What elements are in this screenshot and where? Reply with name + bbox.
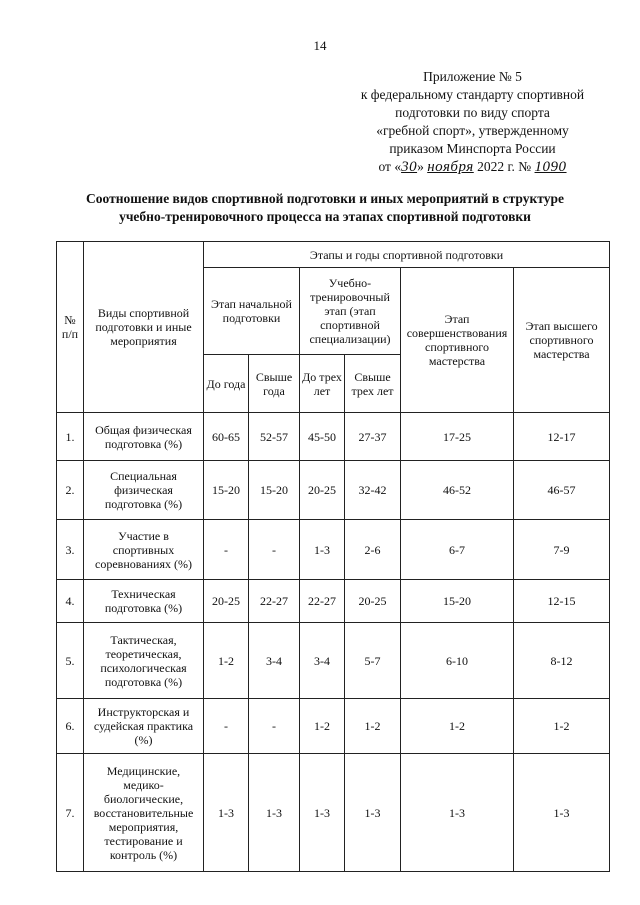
cell: - <box>204 699 249 754</box>
cell: 1-3 <box>401 754 514 872</box>
appendix-line-1: Приложение № 5 <box>423 69 522 84</box>
cell: 17-25 <box>401 413 514 461</box>
cell: 20-25 <box>300 461 345 520</box>
title-line-1: Соотношение видов спортивной подготовки и иных мероприятий в структуре <box>86 191 564 206</box>
cell: 15-20 <box>401 580 514 623</box>
cell: 45-50 <box>300 413 345 461</box>
cell: 1-3 <box>300 520 345 580</box>
row-name: Техническая подготовка (%) <box>84 580 204 623</box>
cell: 1-2 <box>514 699 610 754</box>
cell: 12-15 <box>514 580 610 623</box>
cell: 1-2 <box>345 699 401 754</box>
row-number: 7. <box>57 754 84 872</box>
appendix-line-5: приказом Минспорта России <box>389 141 556 156</box>
row-number: 2. <box>57 461 84 520</box>
date-mid: » <box>417 159 424 174</box>
cell: 12-17 <box>514 413 610 461</box>
row-name: Медицинские, медико-биологические, восстановительные мероприятия, тестирование и контроль (%) <box>84 754 204 872</box>
header-number: № п/п <box>57 242 84 413</box>
appendix-line-2: к федеральному стандарту спортивной <box>360 87 585 102</box>
training-ratio-table <box>56 241 610 872</box>
row-number: 6. <box>57 699 84 754</box>
appendix-line-4: «гребной спорт», утвержденному <box>376 123 569 138</box>
header-initial-up-to-year: До года <box>204 355 249 413</box>
header-stage-perfection: Этап совершенствования спортивного мастерства <box>401 268 514 413</box>
cell: 7-9 <box>514 520 610 580</box>
cell: 15-20 <box>249 461 300 520</box>
table-row <box>57 413 610 461</box>
cell: 22-27 <box>249 580 300 623</box>
table-row <box>57 580 610 623</box>
row-number: 3. <box>57 520 84 580</box>
row-name: Инструкторская и судейская практика (%) <box>84 699 204 754</box>
row-name: Специальная физическая подготовка (%) <box>84 461 204 520</box>
date-prefix: от « <box>378 159 402 174</box>
cell: 46-52 <box>401 461 514 520</box>
cell: 1-2 <box>204 623 249 699</box>
document-title <box>40 190 610 226</box>
cell: - <box>249 520 300 580</box>
date-month: ноября <box>427 159 474 175</box>
cell: 1-3 <box>514 754 610 872</box>
header-kind: Виды спортивной подготовки и иные мероприятия <box>84 242 204 413</box>
appendix-line-3: подготовки по виду спорта <box>395 105 550 120</box>
cell: 3-4 <box>300 623 345 699</box>
header-stage-training: Учебно-тренировочный этап (этап спортивной специализации) <box>300 268 401 355</box>
cell: 22-27 <box>300 580 345 623</box>
cell: 1-2 <box>401 699 514 754</box>
row-name: Общая физическая подготовка (%) <box>84 413 204 461</box>
cell: 1-3 <box>345 754 401 872</box>
table-row <box>57 461 610 520</box>
row-number: 4. <box>57 580 84 623</box>
cell: 52-57 <box>249 413 300 461</box>
cell: 20-25 <box>204 580 249 623</box>
cell: 60-65 <box>204 413 249 461</box>
cell: 1-3 <box>300 754 345 872</box>
table-row <box>57 520 610 580</box>
row-name: Участие в спортивных соревнованиях (%) <box>84 520 204 580</box>
title-line-2: учебно-тренировочного процесса на этапах спортивной подготовки <box>119 209 531 224</box>
cell: 27-37 <box>345 413 401 461</box>
header-stages: Этапы и годы спортивной подготовки <box>204 242 610 268</box>
cell: 5-7 <box>345 623 401 699</box>
header-training-over-three: Свыше трех лет <box>345 355 401 413</box>
appendix-date-line <box>330 158 615 176</box>
row-name: Тактическая, теоретическая, психологическая подготовка (%) <box>84 623 204 699</box>
cell: - <box>204 520 249 580</box>
cell: 6-10 <box>401 623 514 699</box>
cell: 1-2 <box>300 699 345 754</box>
date-day: 30 <box>401 159 418 175</box>
cell: 1-3 <box>204 754 249 872</box>
cell: 3-4 <box>249 623 300 699</box>
cell: 8-12 <box>514 623 610 699</box>
cell: 20-25 <box>345 580 401 623</box>
row-number: 5. <box>57 623 84 699</box>
order-number: 1090 <box>534 159 567 175</box>
header-initial-over-year: Свыше года <box>249 355 300 413</box>
table-row <box>57 699 610 754</box>
header-stage-highest: Этап высшего спортивного мастерства <box>514 268 610 413</box>
date-year: 2022 г. № <box>477 159 532 174</box>
table-row <box>57 754 610 872</box>
cell: 15-20 <box>204 461 249 520</box>
cell: 32-42 <box>345 461 401 520</box>
header-training-up-to-three: До трех лет <box>300 355 345 413</box>
page-number: 14 <box>313 38 327 53</box>
cell: - <box>249 699 300 754</box>
cell: 6-7 <box>401 520 514 580</box>
table-row <box>57 623 610 699</box>
cell: 46-57 <box>514 461 610 520</box>
cell: 2-6 <box>345 520 401 580</box>
cell: 1-3 <box>249 754 300 872</box>
appendix-block <box>330 68 615 176</box>
row-number: 1. <box>57 413 84 461</box>
header-stage-initial: Этап начальной подготовки <box>204 268 300 355</box>
